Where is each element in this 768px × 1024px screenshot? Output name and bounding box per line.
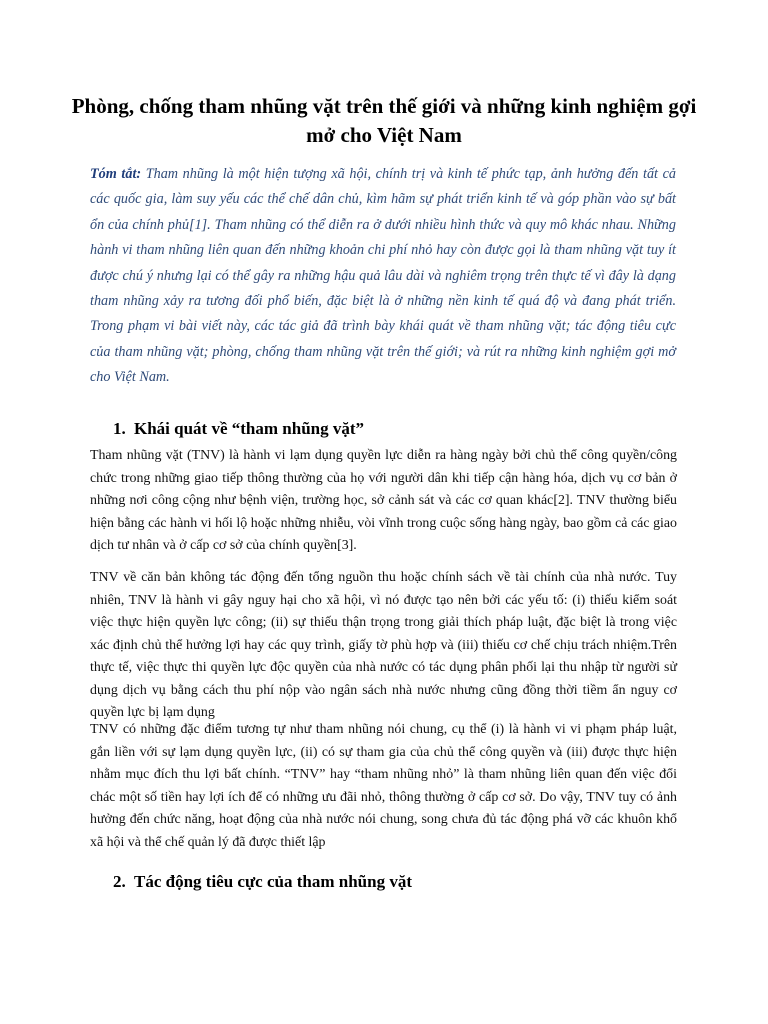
section-1-paragraph-1: Tham nhũng vặt (TNV) là hành vi lạm dụng quyền lực diễn ra hàng ngày bởi chủ thể công quyền/công chức trong những giao tiếp thông thường của họ với người dân khi tiếp cận hàng hóa, dịch vụ cơ bản ở những nơi công cộng như bệnh viện, trường học, sở cảnh sát và các cơ quan khác[2]. TNV thường biểu hiện bằng các hành vi hối lộ hoặc những nhiễu, vòi vĩnh trong cuộc sống hàng ngày, bao gồm cả các giao dịch tư nhân và ở cấp cơ sở của chính quyền[3]. [90, 448, 677, 553]
section-2-heading [113, 871, 412, 893]
abstract-lead: Tóm tắt: [90, 166, 142, 182]
section-1-paragraph-3: TNV có những đặc điểm tương tự như tham nhũng nói chung, cụ thể (i) là hành vi vi phạm pháp luật, gắn liền với sự lạm dụng quyền lực, (ii) có sự tham gia của chủ thể công quyền và (iii) được thực hiện nhằm mục đích thu lợi bất chính. “TNV” hay “tham nhũng nhỏ” là tham nhũng liên quan đến việc đổi chác một số tiền hay lợi ích để có những ưu đãi nhỏ, thông thường ở cấp cơ sở. Do vậy, TNV tuy có ảnh hưởng đến chức năng, hoạt động của nhà nước nói chung, song chưa đủ tác động phá vỡ các khuôn khổ xã hội và thể chế quản lý đã được thiết lập [90, 722, 677, 850]
abstract [90, 162, 676, 391]
section-1-title: Khái quát về “tham nhũng vặt” [134, 419, 365, 438]
section-1-heading [113, 418, 364, 440]
section-2-number: 2. [113, 872, 126, 891]
document-title: Phòng, chống tham nhũng vặt trên thế giới và những kinh nghiệm gợi mở cho Việt Nam [71, 94, 697, 147]
section-1-number: 1. [113, 419, 126, 438]
abstract-text: Tham nhũng là một hiện tượng xã hội, chính trị và kinh tế phức tạp, ảnh hưởng đến tất cả các quốc gia, làm suy yếu các thể chế dân chủ, kìm hãm sự phát triển kinh tế và góp phần vào sự bất ổn của chính phủ[1]. Tham nhũng có thể diễn ra ở dưới nhiều hình thức và quy mô khác nhau. Những hành vi tham nhũng liên quan đến những khoản chi phí nhỏ hay còn được gọi là tham nhũng vặt tuy ít được chú ý nhưng lại có thể gây ra những hậu quả lâu dài và nghiêm trọng trên thực tế vì đây là dạng tham nhũng xảy ra tương đối phổ biến, đặc biệt là ở những nền kinh tế quá độ và đang phát triển. Trong phạm vi bài viết này, các tác giả đã trình bày khái quát về tham nhũng vặt; tác động tiêu cực của tham nhũng vặt; phòng, chống tham nhũng vặt trên thế giới; và rút ra những kinh nghiệm gợi mở cho Việt Nam. [90, 166, 676, 386]
section-1-paragraph-2: TNV về căn bản không tác động đến tổng nguồn thu hoặc chính sách về tài chính của nhà nước. Tuy nhiên, TNV là hành vi gây nguy hại cho xã hội, vì nó được tạo nên bởi các yếu tố: (i) thiếu kiểm soát việc thực hiện quyền lực công; (ii) sự thiếu thận trọng trong giải thích pháp luật, đặc biệt là trong việc xác định chủ thể hưởng lợi hay các quy trình, giấy tờ phù hợp và (iii) thiếu cơ chế chịu trách nhiệm.Trên thực tế, việc thực thi quyền lực độc quyền của nhà nước có tác dụng phân phối lại thu nhập từ người sử dụng dịch vụ bằng cách thu phí nộp vào ngân sách nhà nước nhưng cũng đồng thời tiềm ẩn nguy cơ quyền lực bị lạm dụng [90, 570, 677, 720]
section-2-title: Tác động tiêu cực của tham nhũng vặt [134, 872, 412, 891]
